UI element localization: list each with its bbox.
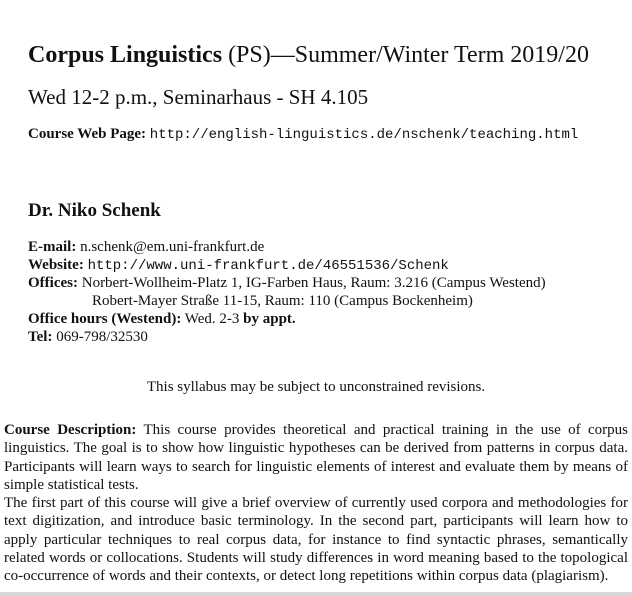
- course-title: [28, 42, 589, 69]
- offices-label: Offices:: [28, 275, 78, 291]
- course-name: Corpus Linguistics: [28, 42, 223, 68]
- tel-label: Tel:: [28, 329, 53, 345]
- description-paragraph-1: [4, 421, 628, 494]
- description-label: Course Description:: [4, 422, 137, 438]
- offices-line: [28, 274, 546, 292]
- course-type: (PS): [228, 42, 271, 68]
- course-web-page: [28, 126, 578, 143]
- office-westend: Norbert-Wollheim-Platz 1, IG-Farben Haus, Raum: 3.216 (Campus Westend): [81, 275, 546, 291]
- tel-number: 069-798/32530: [56, 329, 148, 345]
- office-bockenheim: Robert-Mayer Straße 11-15, Raum: 110 (Campus Bockenheim): [92, 293, 473, 309]
- course-web-page-label: Course Web Page:: [28, 126, 147, 142]
- email-line: [28, 238, 264, 256]
- website-label: Website:: [28, 257, 84, 273]
- course-term: —Summer/Winter Term 2019/20: [270, 42, 589, 68]
- website-line: [28, 256, 449, 275]
- email-label: E-mail:: [28, 239, 77, 255]
- description-paragraph-2: The first part of this course will give a brief overview of currently used corpora and methodologies for text digitization, and introduce basic terminology. In the second part, participants will learn how to apply particular techniques to real corpus data, for instance to find syntactic phrases, semantically related words or collocations. Students will study differences in word meaning based to the topological co-occurrence of words and their contexts, or detect long repetitions within corpus data (plagiarism).: [4, 495, 628, 585]
- course-web-page-link[interactable]: http://english-linguistics.de/nschenk/teaching.html: [149, 127, 579, 143]
- viewer-bottom-edge: [0, 592, 632, 596]
- description-text-1: This course provides theoretical and practical training in the use of corpus linguistics. The goal is to show how linguistic hypotheses can be derived from patterns in corpus data. Participants will learn ways to search for linguistic elements of interest and evaluate them by means of simple statistical tests.: [4, 422, 628, 493]
- office-hours-value: Wed. 2-3: [184, 311, 240, 327]
- website-link[interactable]: http://www.uni-frankfurt.de/46551536/Schenk: [87, 258, 449, 274]
- course-schedule: Wed 12-2 p.m., Seminarhaus - SH 4.105: [28, 85, 369, 109]
- office-hours-suffix: by appt.: [243, 311, 296, 327]
- office-hours-label: Office hours (Westend):: [28, 311, 182, 327]
- tel-line: [28, 328, 148, 346]
- instructor-name: Dr. Niko Schenk: [28, 200, 161, 221]
- office-hours-line: [28, 310, 296, 328]
- email-link[interactable]: n.schenk@em.uni-frankfurt.de: [80, 239, 265, 255]
- syllabus-disclaimer: This syllabus may be subject to unconstrained revisions.: [146, 379, 486, 395]
- course-description: [4, 421, 628, 586]
